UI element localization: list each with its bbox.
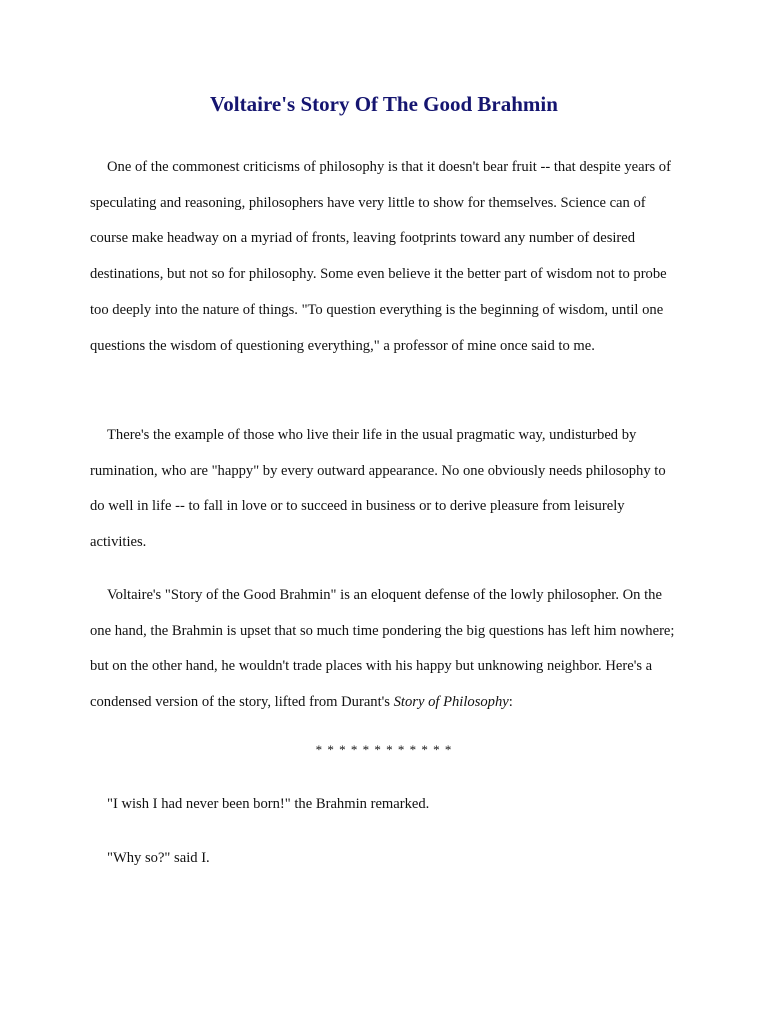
paragraph-pragmatic: There's the example of those who live their life in the usual pragmatic way, undisturbed by rumination, who are "happy" by every outward appearance. No one obviously needs philosophy to do well in life -- to fall in love or to succeed in business or to derive pleasure from leisurely activities. [90,427,666,551]
paragraph-intro: One of the commonest criticisms of philosophy is that it doesn't bear fruit -- that despite years of speculating and reasoning, philosophers have very little to show for themselves. Science can of course make headway on a myriad of fronts, leaving footprints toward any number of desired destinations, but not so for philosophy. Some even believe it the better part of wisdom not to probe too deeply into the nature of things. "To question everything is the beginning of wisdom, until one questions the wisdom of questioning everything," a professor of mine once said to me. [90,159,671,354]
quote-why-so: "Why so?" said I. [107,850,210,866]
section-separator: * * * * * * * * * * * * [315,742,453,757]
paragraph-voltaire-end: : [508,694,513,711]
page-title: Voltaire's Story Of The Good Brahmin [210,92,558,116]
quote-brahmin-remark: "I wish I had never been born!" the Brahmin remarked. [107,796,430,812]
paragraph-voltaire-text: Voltaire's "Story of the Good Brahmin" is an eloquent defense of the lowly philosopher. On the one hand, the Brahmin is upset that so much time pondering the big questions has left him nowhere; but on the other hand, he wouldn't trade places with his happy but unknowing neighbor. Here's a condensed version of the story, lifted from Durant's [90,587,675,711]
book-title-italic: Story of Philosophy [393,694,509,711]
paragraph-voltaire [90,578,680,721]
